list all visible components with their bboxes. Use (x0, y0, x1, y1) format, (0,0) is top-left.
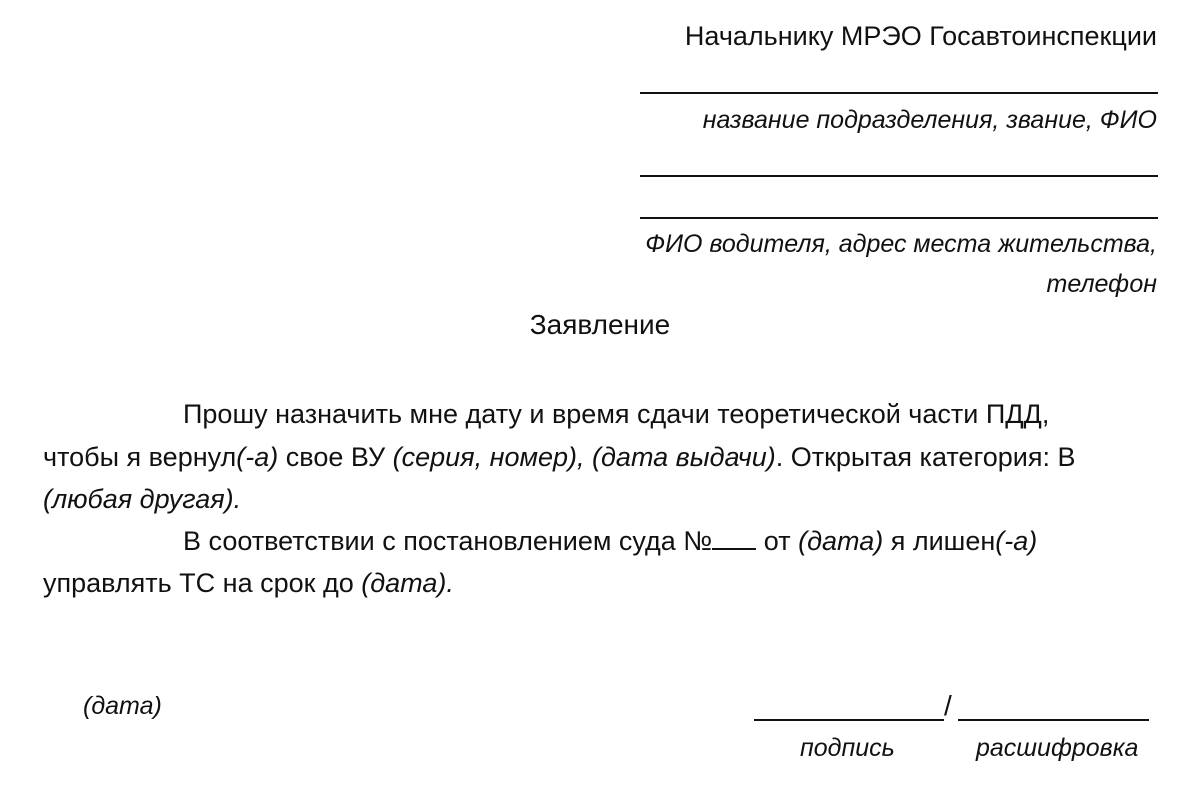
text: свое ВУ (278, 442, 393, 472)
text: . Открытая категория: В (775, 442, 1076, 472)
signature-line (754, 719, 944, 721)
paragraph1-line1: Прошу назначить мне дату и время сдачи теоретической части ПДД, (183, 399, 1050, 429)
text: чтобы я вернул (43, 442, 237, 472)
decoding-line (958, 719, 1149, 721)
driver-fill-line-2 (640, 217, 1158, 219)
gender-suffix: (-а) (236, 442, 279, 472)
addressee-fill-line (640, 92, 1158, 94)
date-placeholder: (дата). (361, 568, 454, 598)
decoding-label: расшифровка (976, 734, 1139, 762)
signature-separator: / (944, 690, 952, 721)
date-placeholder-footer: (дата) (83, 692, 162, 720)
signature-label: подпись (800, 734, 895, 762)
gender-suffix: (-а) (995, 526, 1038, 556)
court-number-blank (712, 528, 756, 550)
date-placeholder: (дата) (798, 526, 884, 556)
department-hint: название подразделения, звание, ФИО (702, 106, 1157, 134)
text: я лишен (883, 526, 996, 556)
addressee-heading: Начальнику МРЭО Госавтоинспекции (684, 21, 1157, 51)
driver-hint-line-1: ФИО водителя, адрес места жительства, (645, 230, 1157, 258)
driver-fill-line-1 (640, 175, 1158, 177)
license-placeholder: (серия, номер), (дата выдачи) (392, 442, 776, 472)
paragraph1-line3: (любая другая). (43, 484, 242, 514)
text: от (756, 526, 799, 556)
paragraph2-line1 (183, 520, 1037, 562)
text: управлять ТС на срок до (43, 568, 362, 598)
driver-hint-line-2: телефон (1046, 270, 1157, 298)
paragraph2-line2 (43, 562, 454, 604)
document-title: Заявление (529, 309, 671, 340)
paragraph1-line2 (43, 436, 1075, 478)
text: В соответствии с постановлением суда № (183, 526, 713, 556)
